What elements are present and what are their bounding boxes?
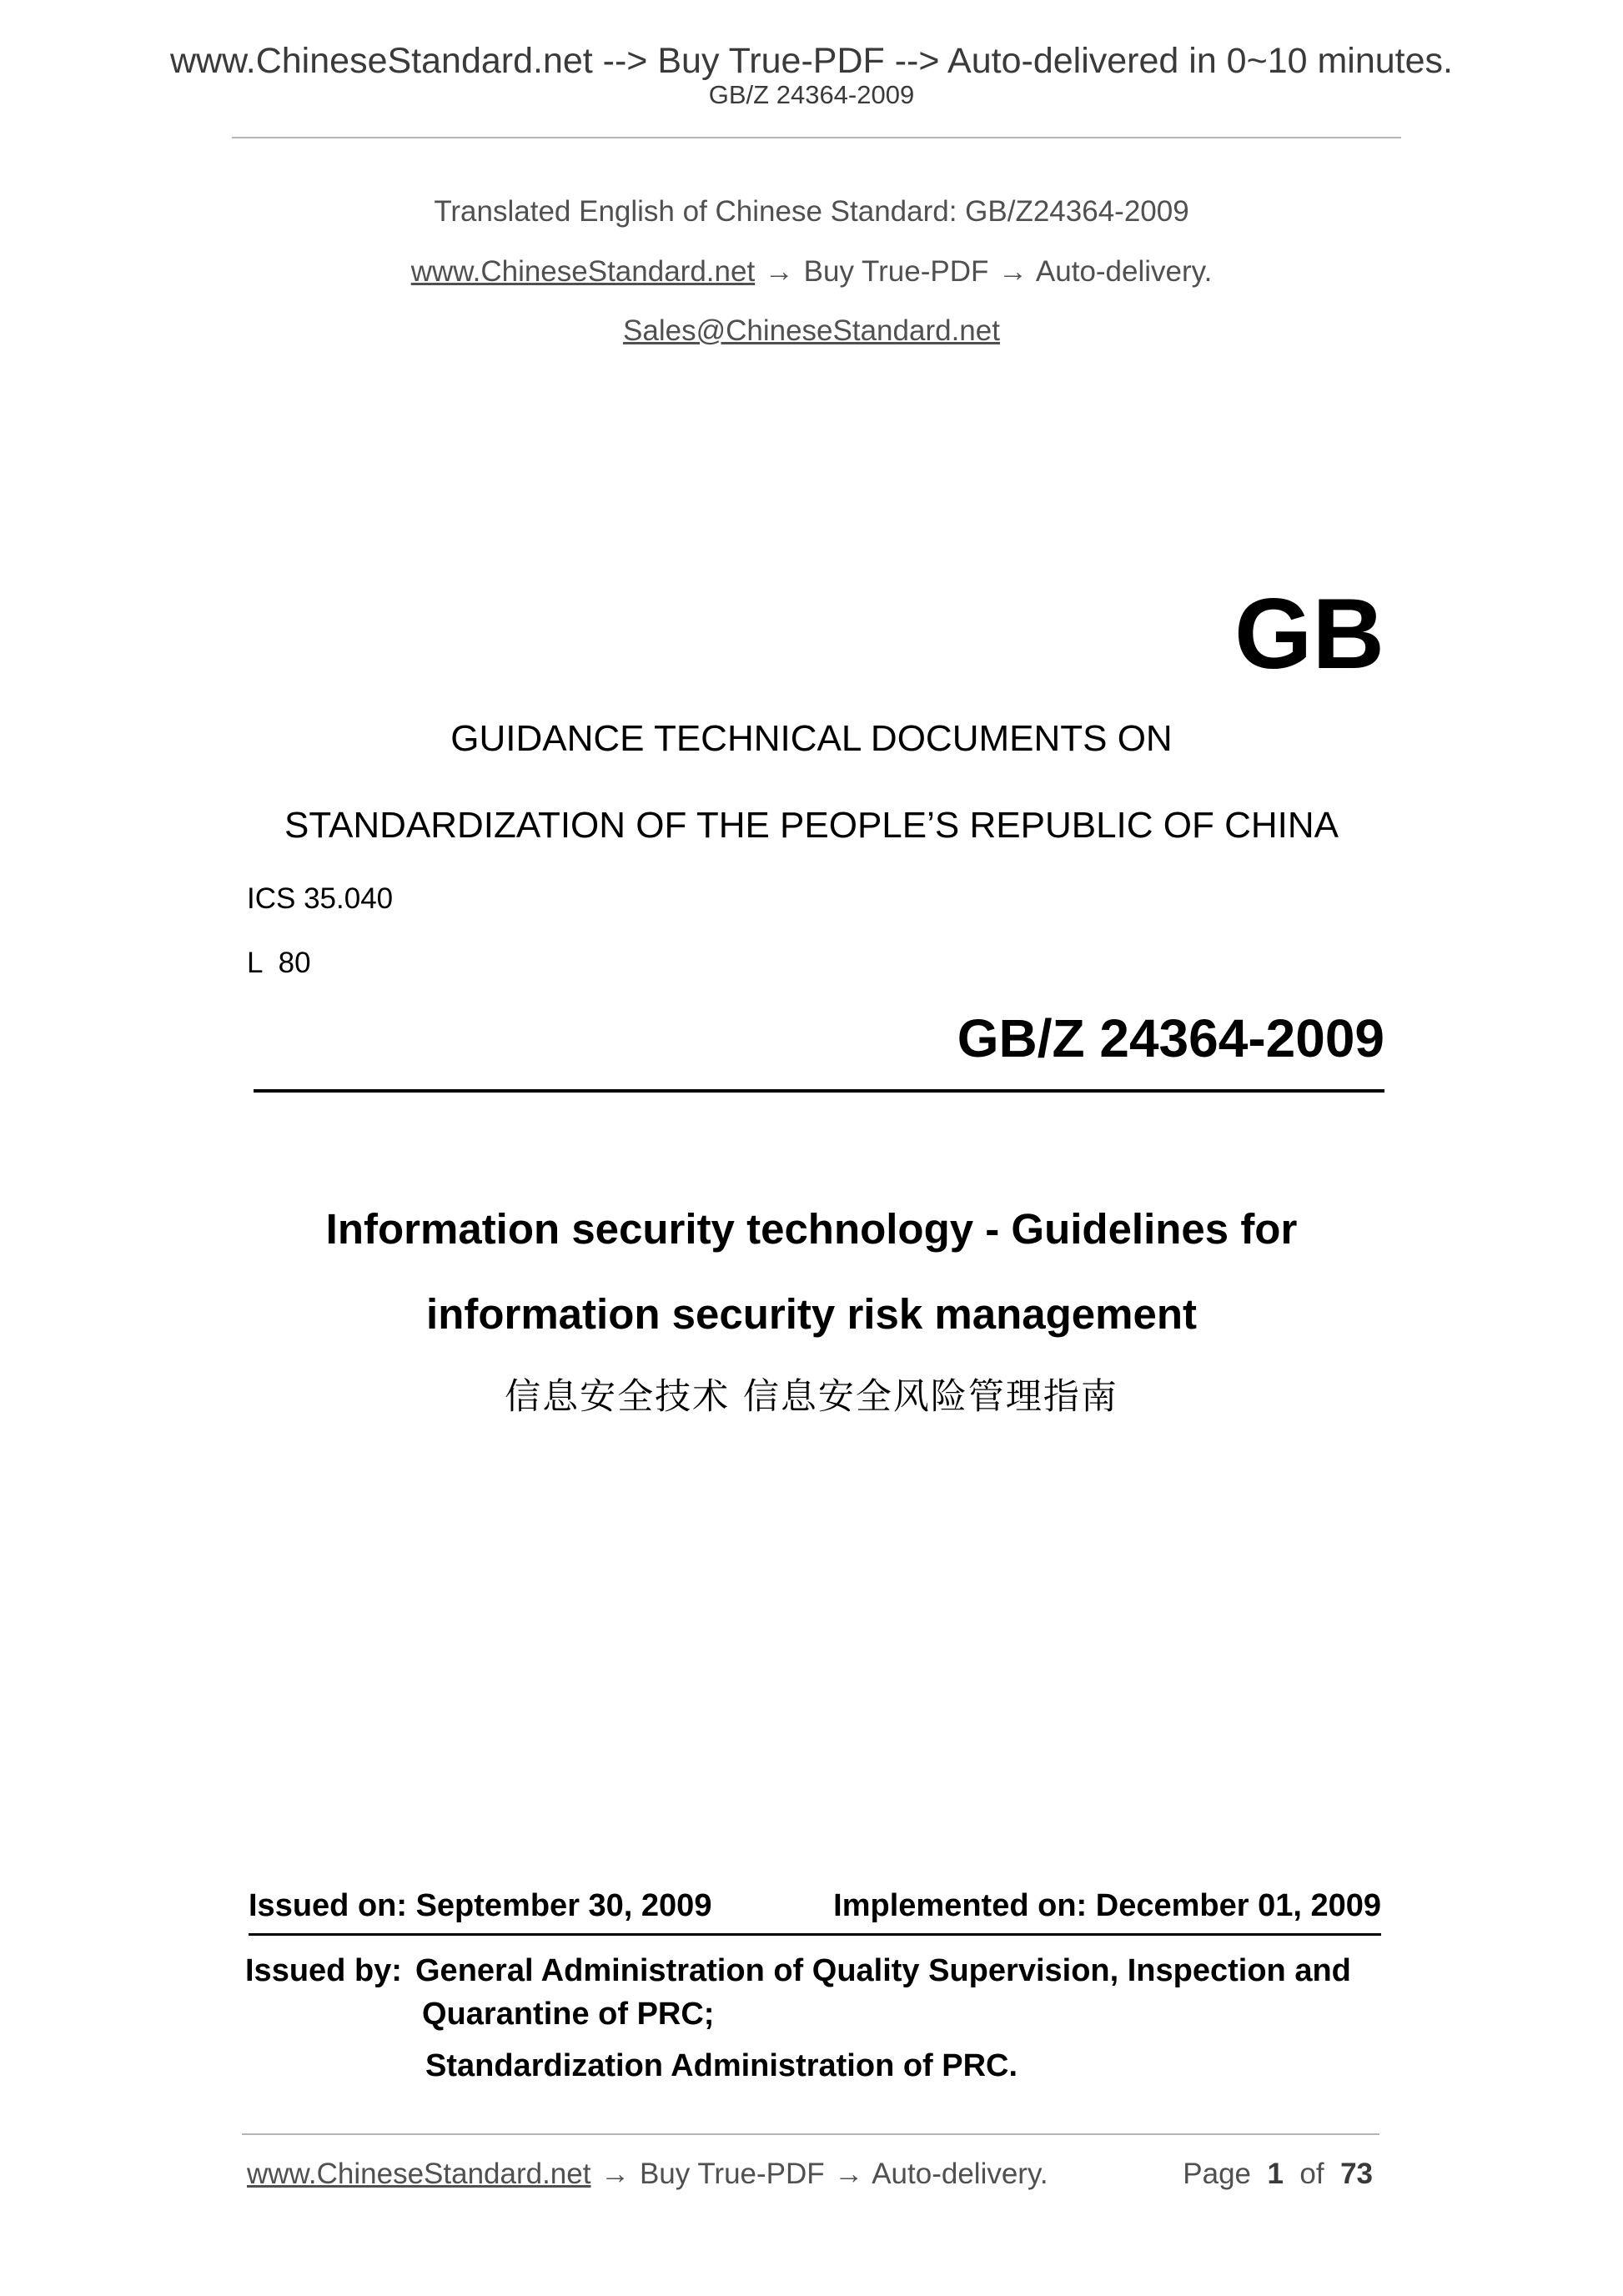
translated-note: Translated English of Chinese Standard: GB/Z24364-2009 — [434, 195, 1189, 228]
footer-auto-text: Auto-delivery. — [872, 2158, 1048, 2190]
document-title-line-2: information security risk management — [426, 1290, 1197, 1338]
arrow-right-icon: → — [764, 255, 794, 288]
page-label: Page — [1183, 2158, 1252, 2190]
site-link[interactable]: www.ChineseStandard.net — [410, 255, 756, 288]
document-title-chinese: 信息安全技术 信息安全风险管理指南 — [505, 1376, 1118, 1418]
page-indicator — [1183, 2159, 1373, 2188]
guidance-line-1: GUIDANCE TECHNICAL DOCUMENTS ON — [450, 718, 1173, 759]
intro-links-line — [0, 257, 1623, 286]
standard-number-rule — [254, 1089, 1384, 1093]
implemented-on-date: Implemented on: December 01, 2009 — [833, 1888, 1381, 1923]
page-total: 73 — [1340, 2158, 1373, 2190]
arrow-right-icon: → — [834, 2158, 864, 2190]
header-divider — [232, 137, 1401, 138]
auto-delivery-text: Auto-delivery. — [1035, 255, 1213, 288]
page-of-label: of — [1299, 2158, 1324, 2190]
footer-buy-text: Buy True-PDF — [639, 2158, 825, 2190]
issued-by-authority-2: Standardization Administration of PRC. — [425, 2048, 1018, 2083]
footer-divider — [242, 2133, 1379, 2135]
header-doc-code: GB/Z 24364-2009 — [708, 80, 915, 109]
footer-links — [247, 2159, 1048, 2188]
ics-code: ICS 35.040 — [247, 882, 394, 915]
issuance-divider — [249, 1933, 1381, 1936]
issued-by-authority-1-cont: Quarantine of PRC; — [422, 1997, 715, 2032]
issued-on-date: Issued on: September 30, 2009 — [249, 1888, 712, 1923]
top-banner: www.ChineseStandard.net --> Buy True-PDF --> Auto-delivered in 0~10 minutes. — [169, 41, 1453, 81]
guidance-line-2: STANDARDIZATION OF THE PEOPLE’S REPUBLIC OF CHINA — [284, 805, 1339, 846]
document-title-line-1: Information security technology - Guidelines for — [325, 1205, 1298, 1253]
issued-by-authority-1: General Administration of Quality Supervision, Inspection and — [415, 1953, 1351, 1988]
standard-number: GB/Z 24364-2009 — [957, 1008, 1384, 1068]
arrow-right-icon: → — [600, 2158, 631, 2190]
buy-true-pdf-text: Buy True-PDF — [803, 255, 989, 288]
gb-mark: GB — [1234, 578, 1384, 690]
issued-by-label: Issued by: — [245, 1953, 402, 1988]
page-current: 1 — [1267, 2158, 1284, 2190]
arrow-right-icon: → — [998, 255, 1028, 288]
sales-email-link[interactable]: Sales@ChineseStandard.net — [623, 314, 1000, 347]
l-code: L 80 — [247, 947, 311, 979]
footer-site-link[interactable]: www.ChineseStandard.net — [247, 2158, 591, 2190]
